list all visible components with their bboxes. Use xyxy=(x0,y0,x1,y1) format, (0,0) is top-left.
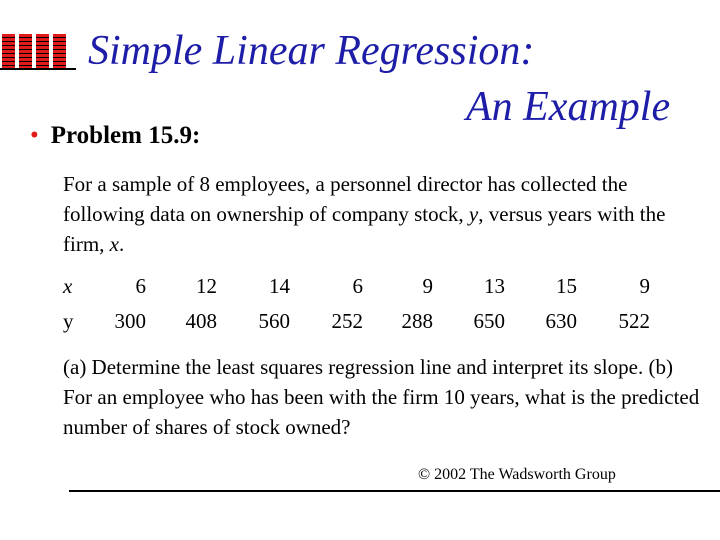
logo-bar xyxy=(53,34,66,68)
problem-question: (a) Determine the least squares regression line and interpret its slope. (b) For an employee who has been with the firm 10 years, what is the predicted number of shares of stock owned? xyxy=(63,355,700,439)
data-cell-y: 522 xyxy=(618,309,650,333)
bullet-dot-icon: • xyxy=(30,122,39,149)
data-cell-x: 9 xyxy=(422,274,433,298)
data-cell-y: 288 xyxy=(401,309,433,333)
data-row-y xyxy=(0,309,720,339)
data-cell-x: 6 xyxy=(352,274,363,298)
slide-title-line1: Simple Linear Regression: xyxy=(88,28,535,74)
data-cell-x: 15 xyxy=(556,274,577,298)
slide-title-line2: An Example xyxy=(466,84,671,130)
data-cell-x: 14 xyxy=(269,274,290,298)
intro-text-end: . xyxy=(118,232,125,256)
data-cell-y: 252 xyxy=(331,309,363,333)
copyright-footer: © 2002 The Wadsworth Group xyxy=(418,466,616,483)
problem-intro xyxy=(63,169,703,259)
data-row-x xyxy=(0,274,720,304)
data-cell-x: 9 xyxy=(639,274,650,298)
data-cell-y: 650 xyxy=(473,309,505,333)
logo-bar xyxy=(19,34,32,68)
data-cell-y: 630 xyxy=(545,309,577,333)
data-cell-x: 13 xyxy=(484,274,505,298)
data-cell-y: 560 xyxy=(258,309,290,333)
logo-bars xyxy=(0,34,78,68)
data-cell-y: 300 xyxy=(114,309,146,333)
data-cell-x: 12 xyxy=(196,274,217,298)
intro-text: For a sample of 8 employees, a personnel director has collected the following data on ownership of company stock, xyxy=(63,172,628,226)
x-variable: x xyxy=(109,232,119,256)
intro-text-middle: , versus years with the firm, xyxy=(63,202,666,256)
row-label-y: y xyxy=(63,309,74,333)
logo-baseline xyxy=(0,68,76,70)
bullet-label: Problem 15.9: xyxy=(50,122,201,149)
data-cell-x: 6 xyxy=(135,274,146,298)
bullet-item xyxy=(30,122,200,150)
y-variable: y xyxy=(468,202,479,226)
logo-bar xyxy=(36,34,49,68)
logo-bar xyxy=(2,34,15,68)
row-label-x: x xyxy=(63,274,73,298)
data-cell-y: 408 xyxy=(185,309,217,333)
footer-divider xyxy=(69,490,720,492)
